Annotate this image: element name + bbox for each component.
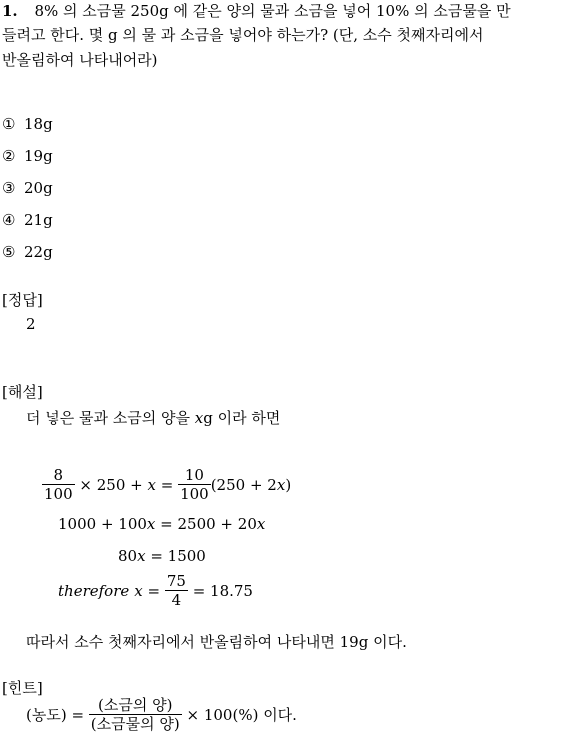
equation-text: = 18.75 [187,581,253,600]
therefore-word: therefore [58,581,130,600]
equation-2 [58,515,265,533]
variable-x: x [146,515,156,533]
question-text-line-3: 반올림하여 나타내어라) [2,51,158,69]
choice-5[interactable] [2,243,53,261]
fraction-denominator: 100 [44,485,73,503]
fraction-8-100 [42,466,75,503]
fraction-denominator: 4 [171,591,182,609]
fraction-10-100 [178,466,211,503]
choice-mark: ① [2,115,16,133]
fraction-numerator: 10 [178,466,211,485]
variable-x: x [256,515,266,533]
solution-intro [26,407,280,428]
choice-mark: ④ [2,211,16,229]
question-number: 1. [2,2,18,20]
equals-sign: = [155,475,179,494]
equation-4 [58,572,253,609]
variable-x: x [134,581,143,600]
concentration-fraction [89,696,182,733]
equation-text: (250 + 2 [210,475,277,494]
choice-1[interactable] [2,115,53,133]
choice-mark: ⑤ [2,243,16,261]
answer-label: [정답] [2,291,43,309]
equation-text: 1000 + 100 [58,515,147,533]
equals-sign: = [142,581,165,600]
choice-text: 18g [24,115,53,133]
question-text-line-1: 8% 의 소금물 250g 에 같은 양의 물과 소금을 넣어 10% 의 소금물을 만 [34,2,511,20]
equation-text: ) [285,475,292,494]
choice-3[interactable] [2,179,53,197]
variable-x: x [137,547,146,565]
question-text-line-2: 들려고 한다. 몇 g 의 물 과 소금을 넣어야 하는가? (단, 소수 첫째자리에서 [2,26,484,44]
fraction-numerator: 75 [166,572,186,590]
equation-text: = 1500 [145,547,206,565]
fraction-denominator: 100 [180,485,209,503]
choice-text: 21g [24,211,53,229]
solution-label: [해설] [2,383,43,401]
equation-text: 80 [118,547,138,565]
choice-2[interactable] [2,147,53,165]
choice-4[interactable] [2,211,53,229]
choice-text: 22g [24,243,53,261]
answer-value: 2 [26,315,36,333]
hint-formula-lhs: (농도) = [26,706,89,724]
fraction-numerator: 8 [42,466,75,485]
fraction-numerator: (소금의 양) [89,696,182,715]
hint-label: [힌트] [2,679,43,697]
variable-x: x [276,475,286,494]
question-line-1 [2,0,511,22]
variable-x: x [194,409,204,427]
variable-x: x [147,475,156,494]
equation-1 [42,466,291,503]
equation-3 [118,547,206,565]
hint-formula [26,696,297,733]
equation-text: × 250 + [74,475,148,494]
solution-intro-text-end: g 이라 하면 [203,409,281,427]
equation-text: = 2500 + 20 [155,515,257,533]
solution-conclusion: 따라서 소수 첫째자리에서 반올림하여 나타내면 19g 이다. [26,633,407,651]
choice-text: 20g [24,179,53,197]
fraction-denominator: (소금물의 양) [90,715,180,733]
hint-formula-rhs: × 100(%) 이다. [181,706,297,724]
choice-mark: ③ [2,179,16,197]
choice-text: 19g [24,147,53,165]
solution-intro-text: 더 넣은 물과 소금의 양을 [26,409,195,427]
fraction-75-4 [165,572,188,609]
choice-mark: ② [2,147,16,165]
